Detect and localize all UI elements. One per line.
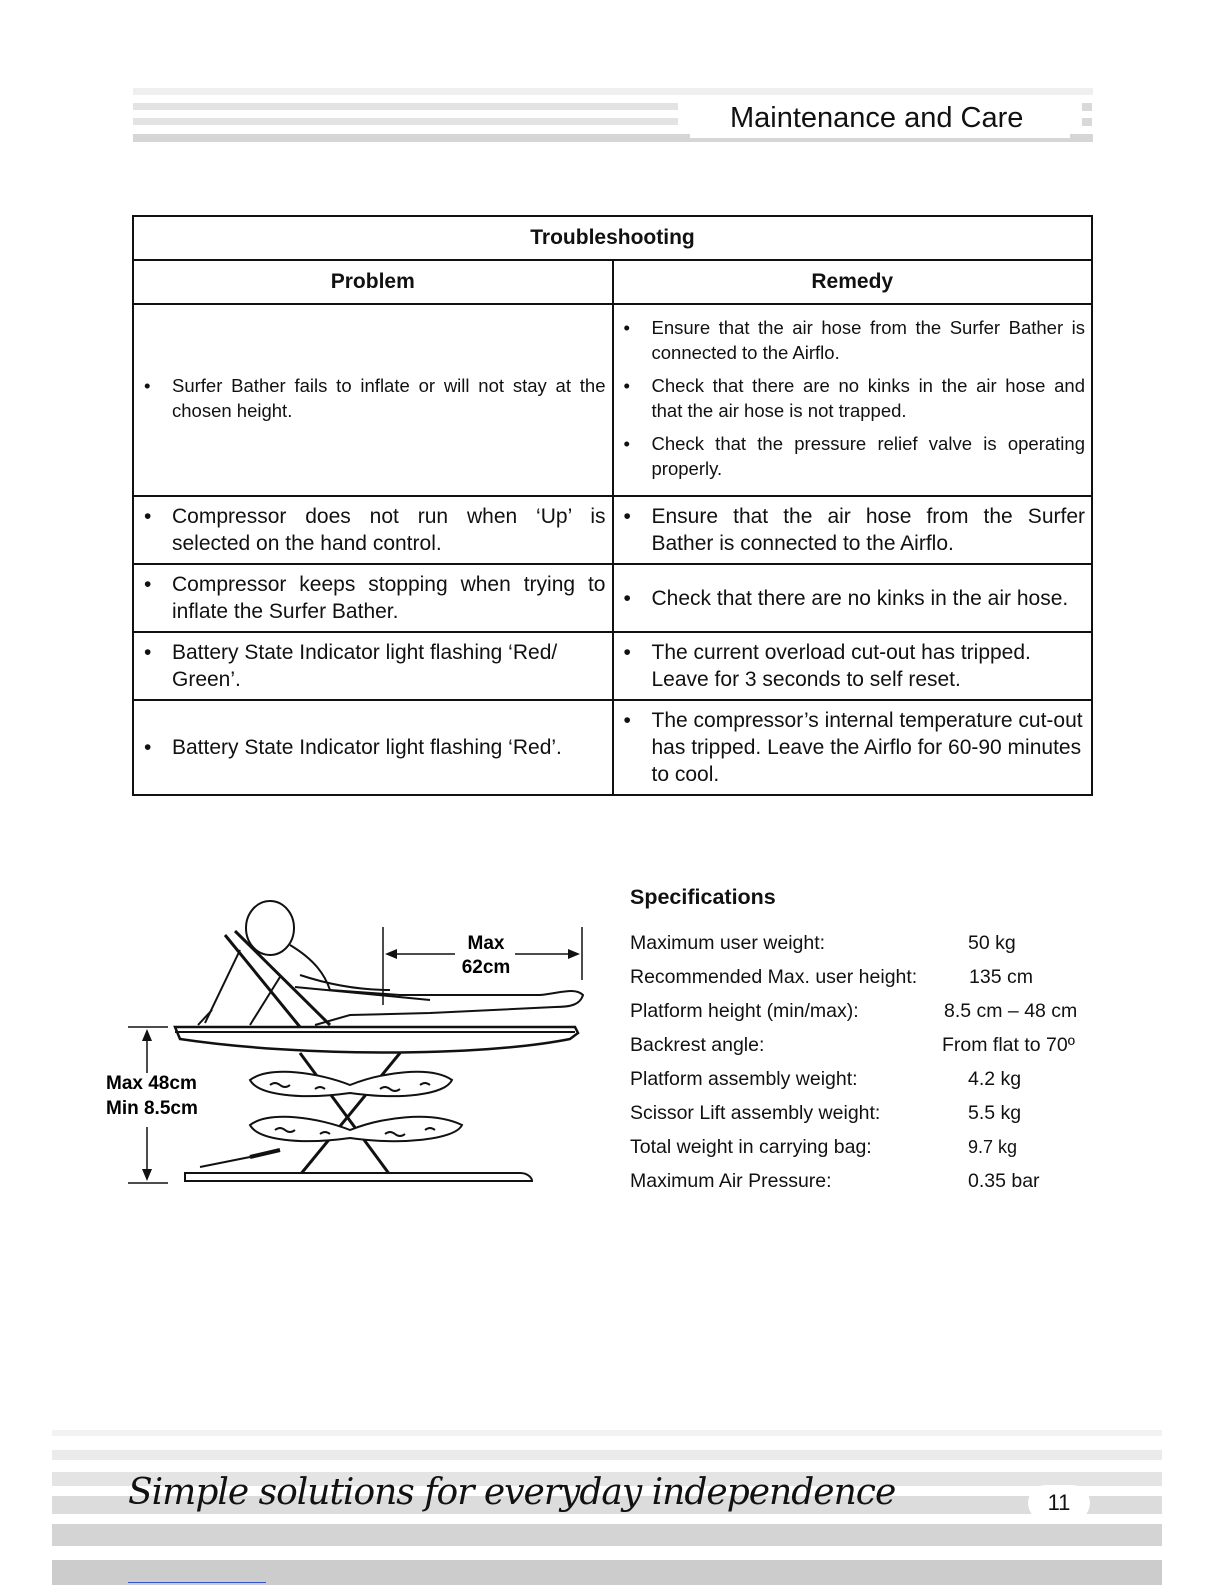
table-row — [133, 304, 1092, 496]
spec-label: Maximum user weight: — [630, 932, 826, 954]
remedy-text: • Check that there are no kinks in the air hose and that the air hose is not trapped. — [620, 373, 1086, 423]
spec-row — [630, 1096, 1090, 1130]
remedy-header: Remedy — [613, 260, 1093, 304]
bottom-link-underline — [128, 1582, 266, 1583]
table-row — [133, 700, 1092, 795]
spec-row — [630, 994, 1090, 1028]
max-height-label: Max 48cm — [106, 1073, 197, 1094]
spec-value: 0.35 bar — [968, 1170, 1040, 1192]
spec-label: Recommended Max. user height: — [630, 966, 918, 988]
problem-text: • Compressor does not run when ‘Up’ is selected on the hand control. — [140, 503, 606, 557]
spec-value: 4.2 kg — [968, 1068, 1022, 1090]
footer-stripe — [52, 1430, 1162, 1436]
footer-stripe — [52, 1450, 1162, 1460]
spec-value: 135 cm — [969, 966, 1033, 988]
spec-label: Platform height (min/max): — [630, 1000, 859, 1022]
page-title: Maintenance and Care — [690, 98, 1070, 138]
spec-row — [630, 1164, 1090, 1198]
remedy-text: • The compressor’s internal temperature cut-out has tripped. Leave the Airflo for 60-90 minutes to cool. — [620, 707, 1086, 788]
spec-label: Backrest angle: — [630, 1034, 765, 1056]
spec-label: Total weight in carrying bag: — [630, 1136, 872, 1158]
specifications — [630, 885, 1090, 1198]
problem-text: • Surfer Bather fails to inflate or will not stay at the chosen height. — [140, 373, 606, 423]
spec-value: 8.5 cm – 48 cm — [944, 1000, 1078, 1022]
problem-text: • Battery State Indicator light flashing ‘Red/ Green’. — [140, 639, 606, 693]
table-row — [133, 564, 1092, 632]
footer-stripe — [52, 1524, 1162, 1546]
spec-row — [630, 1028, 1090, 1062]
troubleshooting-title: Troubleshooting — [133, 216, 1092, 260]
spec-row — [630, 960, 1090, 994]
min-height-label: Min 8.5cm — [106, 1098, 198, 1119]
spec-row — [630, 1062, 1090, 1096]
footer-tagline: Simple solutions for everyday independence — [128, 1472, 896, 1513]
remedy-text: • Check that there are no kinks in the air hose. — [620, 585, 1086, 612]
spec-value: 50 kg — [968, 932, 1016, 954]
spec-label: Scissor Lift assembly weight: — [630, 1102, 881, 1124]
remedy-text: • Ensure that the air hose from the Surfer Bather is connected to the Airflo. — [620, 315, 1086, 365]
header-stripe-end — [1082, 103, 1092, 111]
max-length-value: 62cm — [461, 957, 511, 978]
surfer-bather-diagram — [100, 895, 610, 1195]
spec-label: Maximum Air Pressure: — [630, 1170, 832, 1192]
problem-header: Problem — [133, 260, 613, 304]
page-number: 11 — [1028, 1485, 1090, 1521]
spec-row — [630, 1130, 1090, 1164]
spec-label: Platform assembly weight: — [630, 1068, 858, 1090]
remedy-text: • Ensure that the air hose from the Surfer Bather is connected to the Airflo. — [620, 503, 1086, 557]
max-length-label: Max — [467, 933, 505, 954]
remedy-text: • Check that the pressure relief valve is operating properly. — [620, 431, 1086, 481]
spec-value: 5.5 kg — [968, 1102, 1022, 1124]
spec-value: 9.7 kg — [968, 1137, 1018, 1157]
spec-value: From flat to 70º — [942, 1034, 1075, 1056]
specifications-title: Specifications — [630, 885, 776, 909]
spec-row — [630, 926, 1090, 960]
problem-text: • Battery State Indicator light flashing ‘Red’. — [140, 734, 606, 761]
table-row — [133, 632, 1092, 700]
remedy-text: • The current overload cut-out has tripped. Leave for 3 seconds to self reset. — [620, 639, 1086, 693]
problem-text: • Compressor keeps stopping when trying to inflate the Surfer Bather. — [140, 571, 606, 625]
table-row — [133, 496, 1092, 564]
troubleshooting-table — [132, 215, 1093, 796]
header-stripe-end — [1082, 118, 1092, 126]
